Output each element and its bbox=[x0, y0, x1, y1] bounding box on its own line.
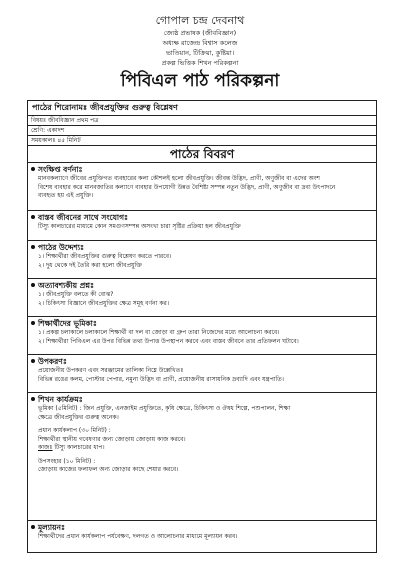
role-item: ১। প্রকল্প চলাকালে চলাকালে শিক্ষার্থী বা দল বা জোড়া বা গ্রুপ তারা নিজেদের মধ্যে আলোচনা করবে। bbox=[38, 329, 280, 336]
reallife-heading: বাস্তব জীবনের সাথে সংযোগঃ bbox=[38, 213, 129, 222]
question-item: ২। চিকিৎসা বিজ্ঞানে জীবপ্রযুক্তির ক্ষেত্র সমূহ বর্ণনা কর। bbox=[38, 299, 169, 307]
question-item: ১। জীবপ্রযুক্তি বলতে কী বোঝ? bbox=[38, 291, 114, 298]
roles-heading: শিক্ষার্থীদের ভূমিকাঃ bbox=[38, 319, 97, 328]
program-heading: শিখন কার্যক্রমঃ bbox=[38, 395, 83, 404]
reallife-section bbox=[28, 211, 376, 241]
closing-line: জোড়ায় কাজের ফলাফল অন্য জোড়ার কাছে শেয়ার করবে। bbox=[38, 466, 179, 473]
author-designation: জ্যেষ্ঠ প্রভাষক (জীববিজ্ঞান) bbox=[163, 29, 237, 37]
reallife-line: টিস্যু কালচারের মাধ্যমে কোন সমগুণসম্পন্ন অসংখ্য চারা সৃষ্টির প্রক্রিয়া হল জীবপ্রযুক্তি bbox=[38, 223, 241, 230]
summary-line: ব্যবহৃত হয় এই প্রযুক্তি। bbox=[38, 192, 94, 199]
summary-line: মানবকল্যাণে জীবের প্রযুক্তিগত ব্যবহারের কলা কৌশলই হলো জীবপ্রযুক্তি। জীবন্ত উদ্ভিদ, প্রাণী, অণুজীব বা এদের অংশ bbox=[38, 175, 320, 182]
program-section bbox=[28, 393, 376, 521]
bullet-icon bbox=[31, 245, 35, 249]
time-row: সময়কালঃ ৪৫ মিনিট bbox=[28, 136, 376, 146]
lesson-table bbox=[27, 100, 377, 553]
program-intro-line: ক্ষেত্রে জীবপ্রযুক্তির গুরুত্ব অনেক। bbox=[38, 413, 119, 421]
task-label: কাজঃ bbox=[38, 444, 53, 451]
objective-item: ২। দুধ থেকে দই তৈরি করা হলো জীবপ্রযুক্তি bbox=[38, 261, 142, 269]
materials-line: প্রয়োজনীয় উপকরণ এবং সরঞ্জামের তালিকা নিম্নে উল্লেখিতঃ bbox=[38, 367, 184, 374]
college-address: ভাতিয়ান, টিক্রিয়া, কুষ্টিয়া। bbox=[165, 49, 235, 57]
roles-section bbox=[28, 317, 376, 355]
bullet-icon bbox=[31, 321, 35, 325]
materials-section bbox=[28, 355, 376, 393]
task-line bbox=[38, 444, 372, 453]
closing-title: উপসংহার (১০ মিনিট) : bbox=[38, 457, 96, 465]
summary-heading: সংক্ষিপ্ত বর্ণনাঃ bbox=[38, 165, 83, 174]
objective-item: ১। শিক্ষার্থীরা জীবপ্রযুক্তির গুরুত্ব বিশ্লেষণ করতে পারবে। bbox=[38, 253, 172, 260]
bullet-icon bbox=[31, 397, 35, 401]
assessment-heading: মূল্যায়নঃ bbox=[38, 523, 65, 532]
task-text: টিস্যু কালচারের ধাপ। bbox=[52, 444, 105, 451]
training-line: প্রকল্প ভিত্তিক শিখন পরিকল্পনা bbox=[161, 59, 239, 67]
questions-heading: অত্যাবশ্যকীয় প্রশ্নঃ bbox=[38, 281, 94, 290]
assessment-section bbox=[28, 521, 376, 553]
bullet-icon bbox=[31, 359, 35, 363]
author-name: গোপাল চন্দ্র দেবনাথ bbox=[155, 14, 245, 27]
summary-section bbox=[28, 163, 376, 211]
materials-line: বিভিন্ন রঙের কলম, পোস্টার পেপার, নমুনা উদ্ভিদ বা প্রাণী, প্রয়োজনীয় রাসায়নিক দ্রব্যাদি এবং যন্ত্রপাতি। bbox=[38, 375, 284, 383]
bullet-icon bbox=[31, 167, 35, 171]
role-item: ২। শিক্ষার্থীরা পিবিএল এর উপর বিভিন্ন তথ্য উপাত্ত উপস্থাপন করবে এবং বাস্তব জীবনে তার প্রতিফলন ঘটাবে। bbox=[38, 337, 299, 345]
assessment-line: শিক্ষার্থীদের প্রধান কার্যকলাপ পর্যবেক্ষণ, দলগত ও আলোচনার মাধ্যমে মূল্যায়ন করব। bbox=[38, 533, 238, 540]
class-row: শ্রেণি: একাদশ bbox=[28, 126, 376, 136]
program-intro-line: ভূমিকা (৫মিনিট) : জিন প্রযুক্তি, এনজাইম প্রযুক্তিতে, কৃষি ক্ষেত্রে, চিকিৎসা ও ঔষধ শিল্পে, পশুপালন, শিক্ষা bbox=[38, 405, 291, 412]
page-title: পিবিএল পাঠ পরিকল্পনা bbox=[120, 71, 280, 91]
subject-row: বিষয়ঃ জীববিজ্ঞান প্রথম পত্র bbox=[28, 116, 376, 126]
main-activity-line: শিক্ষার্থীরা স্থানীয় গবেষণার জন্য জোড়ায় জোড়ায় কাজ করবে। bbox=[38, 435, 186, 443]
materials-heading: উপকরণঃ bbox=[38, 357, 67, 366]
questions-section bbox=[28, 279, 376, 317]
summary-line: বিশেষ ব্যবহার করে মানবজাতির কল্যাণে ব্যবহার উপযোগী উন্নত বৈশিষ্ট্য সম্পন্ন নতুন উদ্ভিদ, প্রাণী, অণুজীব বা দ্রব্য উৎপাদনে bbox=[38, 183, 336, 191]
main-activity-title: প্রধান কার্যকলাপ (৩০ মিনিট) : bbox=[38, 427, 111, 434]
document-header bbox=[0, 0, 400, 92]
objectives-heading: পাঠের উদ্দেশ্যঃ bbox=[38, 243, 85, 252]
bullet-icon bbox=[31, 215, 35, 219]
objectives-section bbox=[28, 241, 376, 279]
lesson-topic: পাঠের শিরোনামঃ জীবপ্রযুক্তির গুরুত্ব বিশ্লেষণ bbox=[28, 101, 376, 116]
college-name: অধ্যক্ষ রাজেন্দ্র বিশ্বাস কলেজ bbox=[162, 39, 238, 47]
bullet-icon bbox=[31, 525, 35, 529]
details-heading: পাঠের বিবরণ bbox=[28, 146, 376, 163]
bullet-icon bbox=[31, 283, 35, 287]
